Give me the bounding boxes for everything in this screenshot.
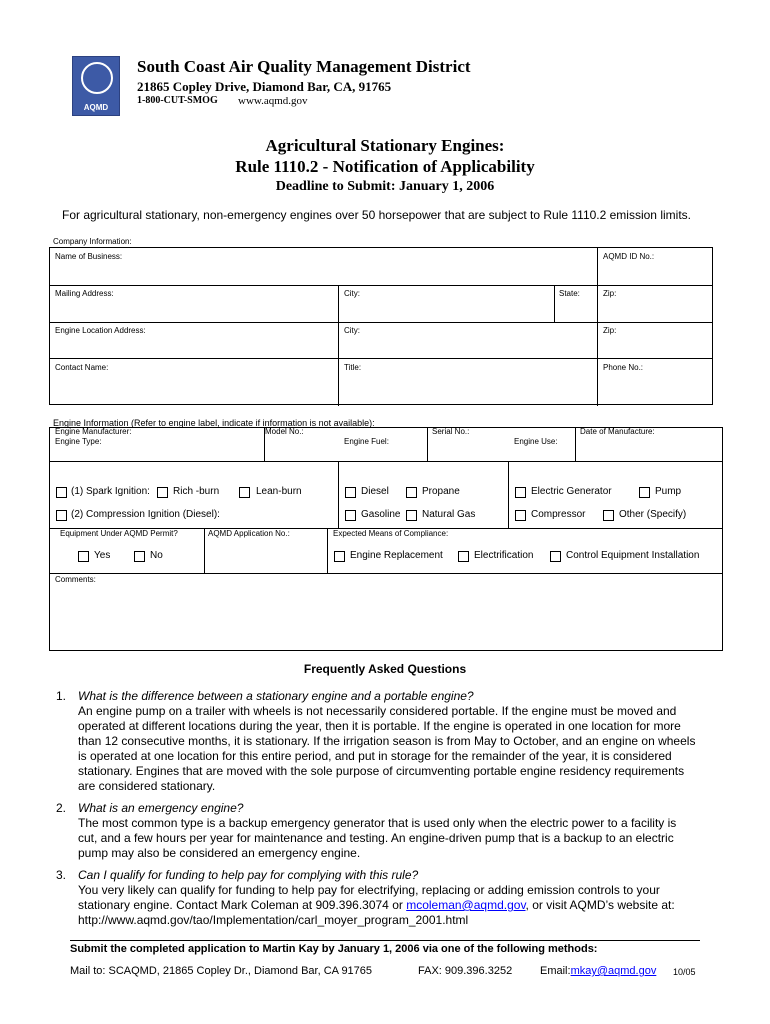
revision-date: 10/05 [673,967,696,977]
permit-yes-checkbox[interactable] [78,551,89,562]
serial-no-field[interactable]: Serial No.: [432,427,470,436]
spark-ignition-checkbox[interactable] [56,487,67,498]
permit-no-label: No [150,550,163,561]
mailing-address-field[interactable]: Mailing Address: [55,289,114,298]
faq-number-3: 3. [56,868,67,882]
faq-answer-1: An engine pump on a trailer with wheels is not necessarily considered portable. If the engine must be moved and operated at different locations during the year, then it is portable. If the engine is operated in one location for more than 12 consecutive months, it is stationary. If the irrigation season is from May to October, and an engine on wheels is operated at one location for this entire period, and put in storage for the remainder of the year, it is considered stationary. Engines that are moved with the sole purpose of circumventing portable engine residency requirements are considered stationary. [78,704,696,793]
mail-to: Mail to: SCAQMD, 21865 Copley Dr., Diamond Bar, CA 91765 [70,965,373,977]
name-of-business-field[interactable]: Name of Business: [55,252,123,261]
faq-question-3: Can I qualify for funding to help pay for complying with this rule? [78,868,419,882]
intro-text: For agricultural stationary, non-emergency engines over 50 horsepower that are subject to Rule 1110.2 emission limits. [62,208,691,222]
control-equipment-checkbox[interactable] [550,551,561,562]
electric-generator-checkbox[interactable] [515,487,526,498]
engine-city-field[interactable]: City: [344,326,360,335]
fax-number: FAX: 909.396.3252 [418,965,513,977]
pump-checkbox[interactable] [639,487,650,498]
gasoline-checkbox[interactable] [345,510,356,521]
contact-name-field[interactable]: Contact Name: [55,363,109,372]
coleman-email-link[interactable]: mcoleman@aqmd.gov [406,898,526,912]
logo-text: AQMD [83,103,109,112]
aqmd-id-field[interactable]: AQMD ID No.: [603,252,655,261]
form-deadline: Deadline to Submit: January 1, 2006 [275,179,495,194]
engine-zip-field[interactable]: Zip: [603,326,617,335]
faq-question-2: What is an emergency engine? [78,801,244,815]
compressor-label: Compressor [531,509,586,520]
faq-answer-2: The most common type is a backup emergency generator that is used only when the electric power to a facility is cut, and a few hours per year for maintenance and testing. An engine-driven pump that is a backup to an electric pump may also be considered an emergency engine. [78,816,677,860]
lean-burn-label: Lean-burn [256,486,302,497]
logo-emblem-icon [81,62,113,94]
engine-location-field[interactable]: Engine Location Address: [55,326,146,335]
phone-field[interactable]: Phone No.: [603,363,644,372]
contact-title-field[interactable]: Title: [344,363,362,372]
org-website: www.aqmd.gov [238,95,308,107]
company-heading: Company Information: [53,237,132,246]
faq-answer-3: You very likely can qualify for funding to help pay for electrifying, replacing or adding emission controls to your stationary engine. Contact Mark Coleman at 909.396.3074 or mcoleman@aqmd.gov, or visit AQMD’s website at: http://www.aqmd.gov/tao/Implementation/carl_moyer_program_2001.html [78,883,675,927]
faq-number-2: 2. [56,801,67,815]
engine-manufacturer-field[interactable]: Engine Manufacturer: [55,427,132,436]
permit-yes-label: Yes [94,550,111,561]
submit-instructions: Submit the completed application to Martin Kay by January 1, 2006 via one of the following methods: [70,943,598,955]
diesel-checkbox[interactable] [345,487,356,498]
rich-burn-label: Rich -burn [173,486,220,497]
zip-field[interactable]: Zip: [603,289,617,298]
propane-label: Propane [422,486,460,497]
diesel-label: Diesel [361,486,389,497]
pump-label: Pump [655,486,682,497]
propane-checkbox[interactable] [406,487,417,498]
engine-replacement-label: Engine Replacement [350,550,443,561]
city-field[interactable]: City: [344,289,360,298]
electrification-checkbox[interactable] [458,551,469,562]
footer-divider [70,940,700,941]
electrification-label: Electrification [474,550,534,561]
permit-no-checkbox[interactable] [134,551,145,562]
kay-email-link[interactable]: mkay@aqmd.gov [570,965,657,977]
lean-burn-checkbox[interactable] [239,487,250,498]
engine-replacement-checkbox[interactable] [334,551,345,562]
org-phone: 1-800-CUT-SMOG [137,95,218,106]
form-title-line2: Rule 1110.2 - Notification of Applicability [235,157,535,176]
permit-label: Equipment Under AQMD Permit? [60,529,178,538]
state-field[interactable]: State: [559,289,580,298]
engine-heading: Engine Information (Refer to engine label, indicate if information is not available): [53,418,375,428]
engine-type-label: Engine Type: [55,437,102,446]
other-use-label: Other (Specify) [619,509,687,520]
natural-gas-checkbox[interactable] [406,510,417,521]
faq-question-1: What is the difference between a stationary engine and a portable engine? [78,689,474,703]
engine-info-box [49,427,723,651]
org-name: South Coast Air Quality Management District [137,57,471,76]
natural-gas-label: Natural Gas [422,509,476,520]
compliance-label: Expected Means of Compliance: [333,529,449,538]
engine-use-label: Engine Use: [514,437,558,446]
form-title-line1: Agricultural Stationary Engines: [265,136,505,155]
compressor-checkbox[interactable] [515,510,526,521]
rich-burn-checkbox[interactable] [157,487,168,498]
model-no-field[interactable]: Model No.: [265,427,304,436]
faq-number-1: 1. [56,689,67,703]
other-use-checkbox[interactable] [603,510,614,521]
control-equipment-label: Control Equipment Installation [566,550,700,561]
date-of-manufacture-field[interactable]: Date of Manufacture: [580,427,655,436]
email-contact: Email:mkay@aqmd.gov [540,965,657,977]
spark-ignition-label: (1) Spark Ignition: [71,486,150,497]
gasoline-label: Gasoline [361,509,401,520]
faq-heading: Frequently Asked Questions [303,662,467,676]
org-address: 21865 Copley Drive, Diamond Bar, CA, 91765 [137,79,392,94]
electric-generator-label: Electric Generator [531,486,612,497]
aqmd-logo [72,56,120,116]
compression-ignition-label: (2) Compression Ignition (Diesel): [71,509,220,520]
comments-field[interactable]: Comments: [55,575,96,584]
application-no-field[interactable]: AQMD Application No.: [208,529,290,538]
engine-fuel-label: Engine Fuel: [344,437,389,446]
compression-ignition-checkbox[interactable] [56,510,67,521]
